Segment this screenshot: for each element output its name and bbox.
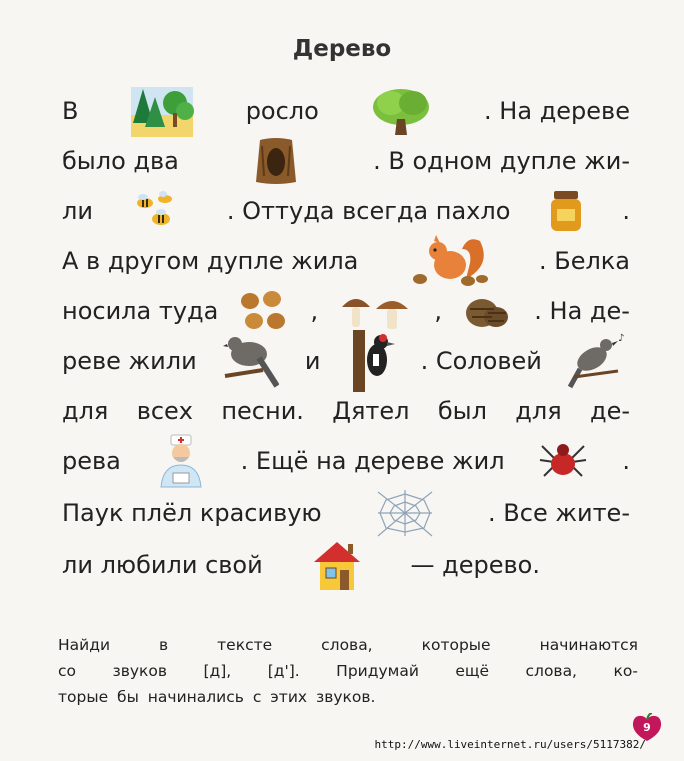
text-fragment: . [622,447,630,475]
task-word: [д], [203,662,232,680]
spider-web-icon [376,488,434,538]
nightingale-icon [568,331,630,391]
text-fragment: — дерево. [410,551,540,579]
text-fragment: . Оттуда всегда пахло [226,197,511,225]
page-number: 9 [643,721,651,734]
task-word: в [159,636,169,654]
text-fragment: В [62,97,79,125]
text-fragment: . В одном дупле жи- [373,147,630,175]
text-line-3 [62,186,630,236]
task-word: звуков [112,662,168,680]
task-word: Найди [58,636,111,654]
text-fragment: . На дереве [484,97,630,125]
doctor-icon [153,433,209,489]
task-word: ко- [613,662,638,680]
woodpecker-icon [347,330,395,392]
forest-icon [129,83,195,139]
tree-icon [369,85,433,137]
page-title: Дерево [292,36,392,62]
task-word: [д']. [267,662,300,680]
text-fragment: росло [245,97,319,125]
text-fragment: . Все жите- [488,499,630,527]
text-fragment: ли любили свой [62,551,263,579]
squirrel-icon [406,235,492,287]
tree-hollow-icon [250,136,302,186]
text-line-2 [62,136,630,186]
text-line-5 [62,286,630,336]
task-word: которые [421,636,491,654]
text-line-9 [62,488,630,538]
text-fragment: , [434,297,443,325]
text-fragment: А в другом дупле жила [62,247,359,275]
pine-cone-icon [462,289,514,333]
text-line-10 [62,540,540,590]
text-fragment: Паук плёл красивую [62,499,322,527]
text-fragment: ли [62,197,93,225]
task-word: со [58,662,77,680]
text-fragment: рева [62,447,121,475]
text-line-6 [62,333,630,386]
bird-icon [223,330,279,392]
spider-icon [536,438,590,484]
text-line-1 [62,86,630,136]
task-word: тексте [217,636,273,654]
text-fragment: и [304,347,321,375]
task-word: слова, [321,636,373,654]
text-fragment: для всех песни. Дятел был для де- [62,397,630,425]
task-line-2 [58,662,638,680]
task-word: слова, [525,662,577,680]
house-icon [310,538,364,592]
text-fragment: было два [62,147,179,175]
bees-icon [131,189,189,233]
text-fragment: , [310,297,319,325]
task-line-1 [58,636,638,654]
text-fragment: . [622,197,630,225]
text-line-8 [62,436,630,486]
mushrooms-icon [338,289,414,333]
nuts-icon [238,289,290,333]
text-line-4 [62,236,630,286]
text-fragment: . Соловей [420,347,542,375]
honey-jar-icon [548,189,584,233]
task-word: ещё [455,662,490,680]
text-fragment: . Ещё на дереве жил [240,447,505,475]
task-word: торые бы начинались с этих звуков. [58,688,376,706]
source-url: http://www.liveinternet.ru/users/5117382/ [374,738,646,751]
text-line-7 [62,386,630,436]
task-word: начинаются [539,636,638,654]
task-word: Придумай [336,662,419,680]
text-fragment: . Белка [538,247,630,275]
text-fragment: . На де- [534,297,630,325]
text-fragment: носила туда [62,297,219,325]
text-fragment: реве жили [62,347,197,375]
task-line-3 [58,688,638,706]
svg-text:♪: ♪ [617,333,625,344]
